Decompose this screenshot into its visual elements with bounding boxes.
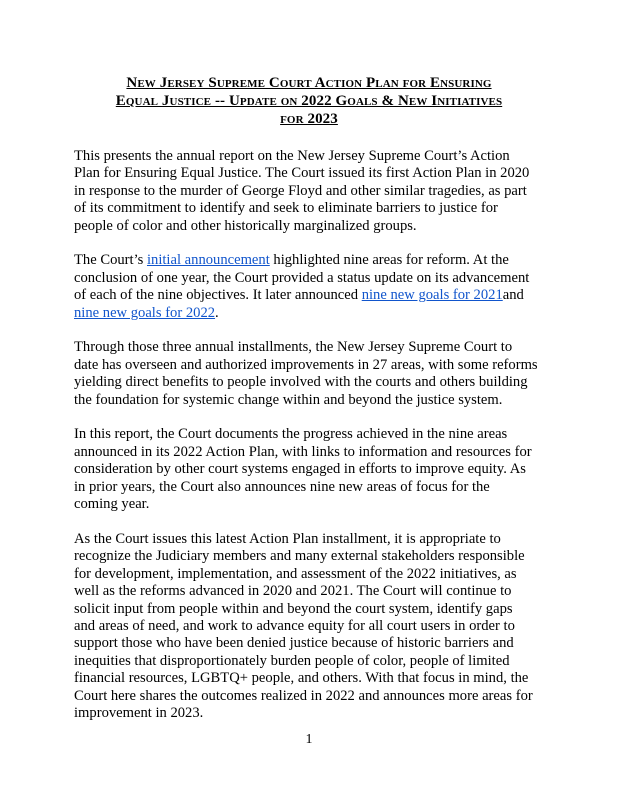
text-run: . bbox=[215, 304, 219, 321]
text-run: and bbox=[502, 287, 524, 304]
text-line: This presents the annual report on the New Jersey Supreme Court’s Action bbox=[74, 148, 510, 164]
text-line: In this report, the Court documents the progress achieved in the nine areas bbox=[74, 426, 508, 443]
text-line: support those who have been denied justice because of historic barriers and bbox=[74, 635, 514, 652]
text-line: for development, implementation, and assessment of the 2022 initiatives, as bbox=[74, 565, 517, 582]
text-line: in response to the murder of George Floyd and other similar tragedies, as part bbox=[74, 182, 527, 199]
text-line: date has overseen and authorized improvements in 27 areas, with some reforms bbox=[74, 356, 538, 373]
text-line: consideration by other court systems engaged in efforts to improve equity. As bbox=[74, 461, 526, 478]
text-line: Plan for Ensuring Equal Justice. The Court issued its first Action Plan in 2020 bbox=[74, 165, 530, 182]
title-line-1: New Jersey Supreme Court Action Plan for Ensuring bbox=[126, 75, 492, 91]
text-run: of each of the nine objectives. It later announced bbox=[74, 287, 362, 304]
text-line: Court here shares the outcomes realized in 2022 and announces more areas for bbox=[74, 687, 533, 704]
text-line: financial resources, LGBTQ+ people, and others. With that focus in mind, the bbox=[74, 670, 529, 687]
text-line bbox=[74, 252, 560, 269]
text-line: yielding direct benefits to people involved with the courts and others building bbox=[74, 374, 528, 391]
document-title bbox=[60, 74, 558, 128]
paragraph-announcements bbox=[74, 252, 560, 322]
text-line: recognize the Judiciary members and many external stakeholders responsible bbox=[74, 548, 525, 565]
text-run: The Court’s bbox=[74, 252, 147, 269]
initial-announcement-link[interactable]: initial announcement bbox=[146, 252, 270, 269]
text-line bbox=[74, 287, 560, 304]
text-line: Through those three annual installments, the New Jersey Supreme Court to bbox=[74, 339, 513, 356]
text-line: coming year. bbox=[74, 496, 150, 513]
text-line: the foundation for systemic change within and beyond the justice system. bbox=[74, 391, 503, 408]
page-number: 1 bbox=[305, 732, 313, 747]
document-body bbox=[74, 148, 560, 740]
text-line: conclusion of one year, the Court provided a status update on its advancement bbox=[74, 269, 530, 286]
paragraph-acknowledgement bbox=[74, 531, 560, 722]
goals-2022-link[interactable]: nine new goals for 2022 bbox=[74, 304, 216, 321]
text-run: highlighted nine areas for reform. At the bbox=[269, 252, 509, 269]
goals-2021-link[interactable]: nine new goals for 2021 bbox=[361, 287, 503, 304]
text-line: well as the reforms advanced in 2020 and 2021. The Court will continue to bbox=[74, 583, 512, 600]
text-line: solicit input from people within and beyond the court system, identify gaps bbox=[74, 600, 513, 617]
text-line: in prior years, the Court also announces nine new areas of focus for the bbox=[74, 478, 490, 495]
text-line: people of color and other historically marginalized groups. bbox=[74, 217, 417, 234]
title-line-2: Equal Justice -- Update on 2022 Goals & New Initiatives bbox=[115, 93, 503, 109]
title-line-3: for 2023 bbox=[280, 111, 338, 127]
text-line: of its commitment to identify and seek to eliminate barriers to justice for bbox=[74, 200, 498, 217]
text-line: and areas of need, and work to advance equity for all court users in order to bbox=[74, 617, 515, 634]
paragraph-installments bbox=[74, 339, 560, 409]
text-line: inequities that disproportionately burden people of color, people of limited bbox=[74, 652, 510, 669]
text-line bbox=[74, 305, 560, 322]
text-line: improvement in 2023. bbox=[74, 704, 204, 721]
paragraph-report bbox=[74, 426, 560, 513]
text-line: announced in its 2022 Action Plan, with links to information and resources for bbox=[74, 443, 532, 460]
text-line: As the Court issues this latest Action Plan installment, it is appropriate to bbox=[74, 530, 501, 547]
paragraph-intro bbox=[74, 148, 560, 235]
